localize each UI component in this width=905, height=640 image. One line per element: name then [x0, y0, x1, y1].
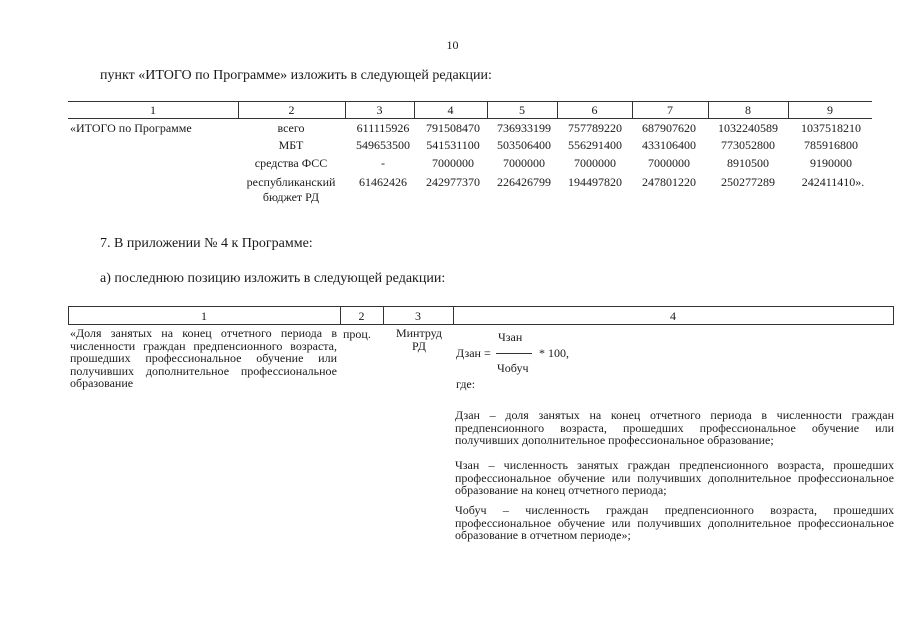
table1-header-cell: 5 — [519, 103, 525, 117]
table-cell: 8910500 — [727, 156, 769, 170]
formula-numerator: Чзан — [498, 330, 523, 344]
table1-header-cell: 4 — [447, 103, 454, 117]
table-cell: 242411410». — [801, 175, 865, 189]
table-cell: 1037518210 — [801, 121, 861, 135]
table1-header-cell: 9 — [827, 103, 833, 117]
row-label: республиканский — [246, 175, 336, 189]
table1-header-cell: 8 — [745, 103, 751, 117]
table-cell: 194497820 — [568, 175, 622, 189]
row-label: всего — [277, 121, 305, 135]
unit-cell: проц. — [343, 327, 371, 341]
responsible-line: РД — [412, 339, 426, 353]
table-cell: 247801220 — [642, 175, 696, 189]
table-cell: 9190000 — [810, 156, 852, 170]
table-cell: 785916800 — [804, 138, 858, 152]
row-label: МБТ — [278, 138, 304, 152]
definition-dzan: Дзан – доля занятых на конец отчетного периода в численности граждан предпенсионного возраста, прошедших профессиональное обучение или получивших дополнительное профессиональное образование; — [455, 408, 894, 448]
table-cell: 1032240589 — [718, 121, 778, 135]
table-cell: 7000000 — [432, 156, 474, 170]
definition-chzan: Чзан – численность занятых граждан предпенсионного возраста, прошедших профессиональное обучение или получивших дополнительное профессиональное образование на конец отчетного периода; — [455, 458, 894, 498]
table-cell: 7000000 — [648, 156, 690, 170]
table-cell: 541531100 — [426, 138, 480, 152]
table2-header-cell: 2 — [358, 309, 365, 323]
table-cell: 736933199 — [497, 121, 551, 135]
table-cell: 556291400 — [568, 138, 622, 152]
table-cell: 773052800 — [721, 138, 775, 152]
fraction-bar — [496, 353, 532, 354]
indicator-name: «Доля занятых на конец отчетного периода в численности граждан предпенсионного возраста, прошедших профессиональное обучение или получивших дополнительное профессиональное образование — [70, 326, 337, 391]
table1-header-cell: 7 — [667, 103, 673, 117]
table-cell: 250277289 — [721, 175, 775, 189]
table1-row-title: «ИТОГО по Программе — [70, 121, 192, 135]
table2-header-cell: 1 — [201, 309, 207, 323]
table-cell: 61462426 — [359, 175, 407, 189]
table-cell: 242977370 — [426, 175, 480, 189]
table1-header-cell: 3 — [376, 103, 383, 117]
table-cell: 549653500 — [356, 138, 410, 152]
responsible-line: Минтруд — [395, 326, 443, 340]
row-label: средства ФСС — [254, 156, 328, 170]
table2-header-cell: 3 — [415, 309, 421, 323]
intro-paragraph: пункт «ИТОГО по Программе» изложить в следующей редакции: — [100, 68, 492, 83]
formula-where: где: — [456, 377, 476, 391]
table1-header-cell: 2 — [288, 103, 295, 117]
item-a-paragraph: а) последнюю позицию изложить в следующей редакции: — [100, 271, 446, 286]
table-cell: 687907620 — [642, 121, 696, 135]
table1-header-cell: 1 — [150, 103, 156, 117]
table-cell: 757789220 — [568, 121, 622, 135]
table2-header-cell: 4 — [670, 309, 676, 323]
table-cell: 503506400 — [497, 138, 551, 152]
formula-denominator: Чобуч — [497, 361, 529, 375]
table-cell: - — [381, 156, 385, 170]
table-cell: 7000000 — [574, 156, 616, 170]
page-number: 10 — [446, 38, 459, 52]
table-cell: 611115926 — [356, 121, 410, 135]
table-cell: 791508470 — [426, 121, 480, 135]
formula-lhs: Дзан = — [456, 346, 491, 360]
table-cell: 7000000 — [503, 156, 545, 170]
definition-chobuch: Чобуч – численность граждан предпенсионного возраста, прошедших профессиональное обучение или получивших дополнительное профессиональное образование в отчетном периоде»; — [455, 503, 894, 543]
table-cell: 226426799 — [497, 175, 551, 189]
row-label: бюджет РД — [262, 190, 320, 204]
section-heading: 7. В приложении № 4 к Программе: — [100, 236, 313, 251]
table-cell: 433106400 — [642, 138, 696, 152]
table1-header-cell: 6 — [591, 103, 598, 117]
formula-multiplier: * 100, — [539, 346, 569, 360]
